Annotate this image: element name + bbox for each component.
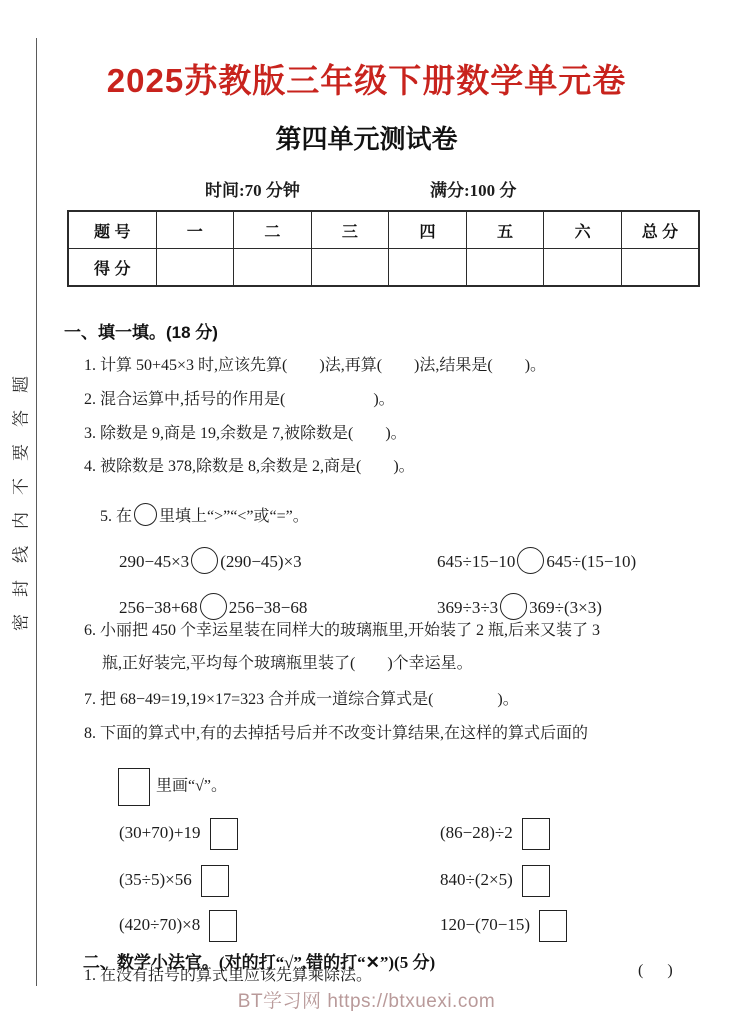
- question-3: 3. 除数是 9,商是 19,余数是 7,被除数是( )。: [84, 425, 407, 442]
- question-5-suffix: 里填上“>”“<”或“=”。: [159, 508, 309, 525]
- compare-right: 369÷(3×3): [529, 598, 602, 617]
- score-cell-empty: [311, 249, 389, 287]
- section-two-question-1: 1. 在没有括号的算式里应该先算乘除法。: [84, 967, 373, 984]
- section-two-heading-main: 二、数学小法官。: [82, 953, 219, 972]
- score-table-cell: 四: [389, 211, 467, 249]
- score-table: [67, 210, 700, 287]
- expression-text: (35÷5)×56: [119, 869, 192, 889]
- expression-text: (30+70)+19: [119, 822, 201, 842]
- score-cell-empty: [466, 249, 544, 287]
- score-table-cell: 三: [311, 211, 389, 249]
- circle-blank-icon: [191, 547, 218, 574]
- expression-text: (86−28)÷2: [440, 822, 513, 842]
- score-cell-empty: [234, 249, 312, 287]
- score-cell-empty: [544, 249, 622, 287]
- score-cell-empty: [389, 249, 467, 287]
- compare-left: 369÷3÷3: [437, 598, 499, 617]
- seal-line-text: 密封线内不要答题: [11, 359, 31, 631]
- expression-text: 840÷(2×5): [440, 869, 513, 889]
- question-8-line1: 8. 下面的算式中,有的去掉括号后并不改变计算结果,在这样的算式后面的: [84, 725, 589, 742]
- score-table-cell: 一: [156, 211, 234, 249]
- section-two-heading-note: (对的打“√”,错的打“✕”)(5 分): [218, 953, 436, 972]
- circle-blank-icon: [134, 503, 157, 526]
- score-table-cell: 题 号: [68, 211, 156, 249]
- check-expression: [423, 890, 567, 962]
- full-score-label: 满分:100 分: [430, 181, 517, 200]
- question-7: 7. 把 68−49=19,19×17=323 合并成一道综合算式是( )。: [84, 691, 519, 708]
- compare-left: 290−45×3: [119, 552, 190, 571]
- time-label: 时间:70 分钟: [205, 181, 300, 200]
- compare-right: 645÷(15−10): [546, 552, 637, 571]
- watermark-text: BT学习网 https://btxuexi.com: [237, 991, 496, 1012]
- score-table-cell: 五: [466, 211, 544, 249]
- question-6-line2: 瓶,正好装完,平均每个玻璃瓶里装了( )个幸运星。: [102, 655, 473, 672]
- question-6-line1: 6. 小丽把 450 个幸运星装在同样大的玻璃瓶里,开始装了 2 瓶,后来又装了 3: [84, 622, 601, 639]
- compare-left: 256−38+68: [119, 598, 198, 617]
- question-8-line2-text: 里画“√”。: [156, 777, 227, 795]
- score-row-label: 得 分: [68, 249, 156, 287]
- score-table-cell: 六: [544, 211, 622, 249]
- circle-blank-icon: [200, 593, 227, 620]
- compare-right: 256−38−68: [228, 598, 308, 617]
- circle-blank-icon: [517, 547, 544, 574]
- question-4: 4. 被除数是 378,除数是 8,余数是 2,商是( )。: [84, 458, 415, 475]
- seal-divider-line: [36, 38, 37, 986]
- answer-blank: ( ): [638, 962, 673, 979]
- checkbox-square-icon: [539, 910, 567, 942]
- score-table-cell: 二: [234, 211, 312, 249]
- circle-blank-icon: [500, 593, 527, 620]
- score-cell-empty: [621, 249, 699, 287]
- score-table-header-row: [68, 211, 699, 249]
- section-one-heading: 一、填一填。(18 分): [64, 323, 218, 342]
- page-title: 2025苏教版三年级下册数学单元卷: [106, 62, 627, 99]
- score-cell-empty: [156, 249, 234, 287]
- question-1: 1. 计算 50+45×3 时,应该先算( )法,再算( )法,结果是( )。: [84, 357, 547, 374]
- compare-left: 645÷15−10: [437, 552, 516, 571]
- question-2: 2. 混合运算中,括号的作用是( )。: [84, 391, 395, 408]
- score-table-cell: 总 分: [621, 211, 699, 249]
- question-5-prefix: 5. 在: [100, 508, 133, 525]
- page-subtitle: 第四单元测试卷: [275, 124, 458, 154]
- compare-right: (290−45)×3: [220, 552, 302, 571]
- expression-text: 120−(70−15): [440, 914, 530, 934]
- expression-text: (420÷70)×8: [119, 914, 201, 934]
- score-table-score-row: [68, 249, 699, 287]
